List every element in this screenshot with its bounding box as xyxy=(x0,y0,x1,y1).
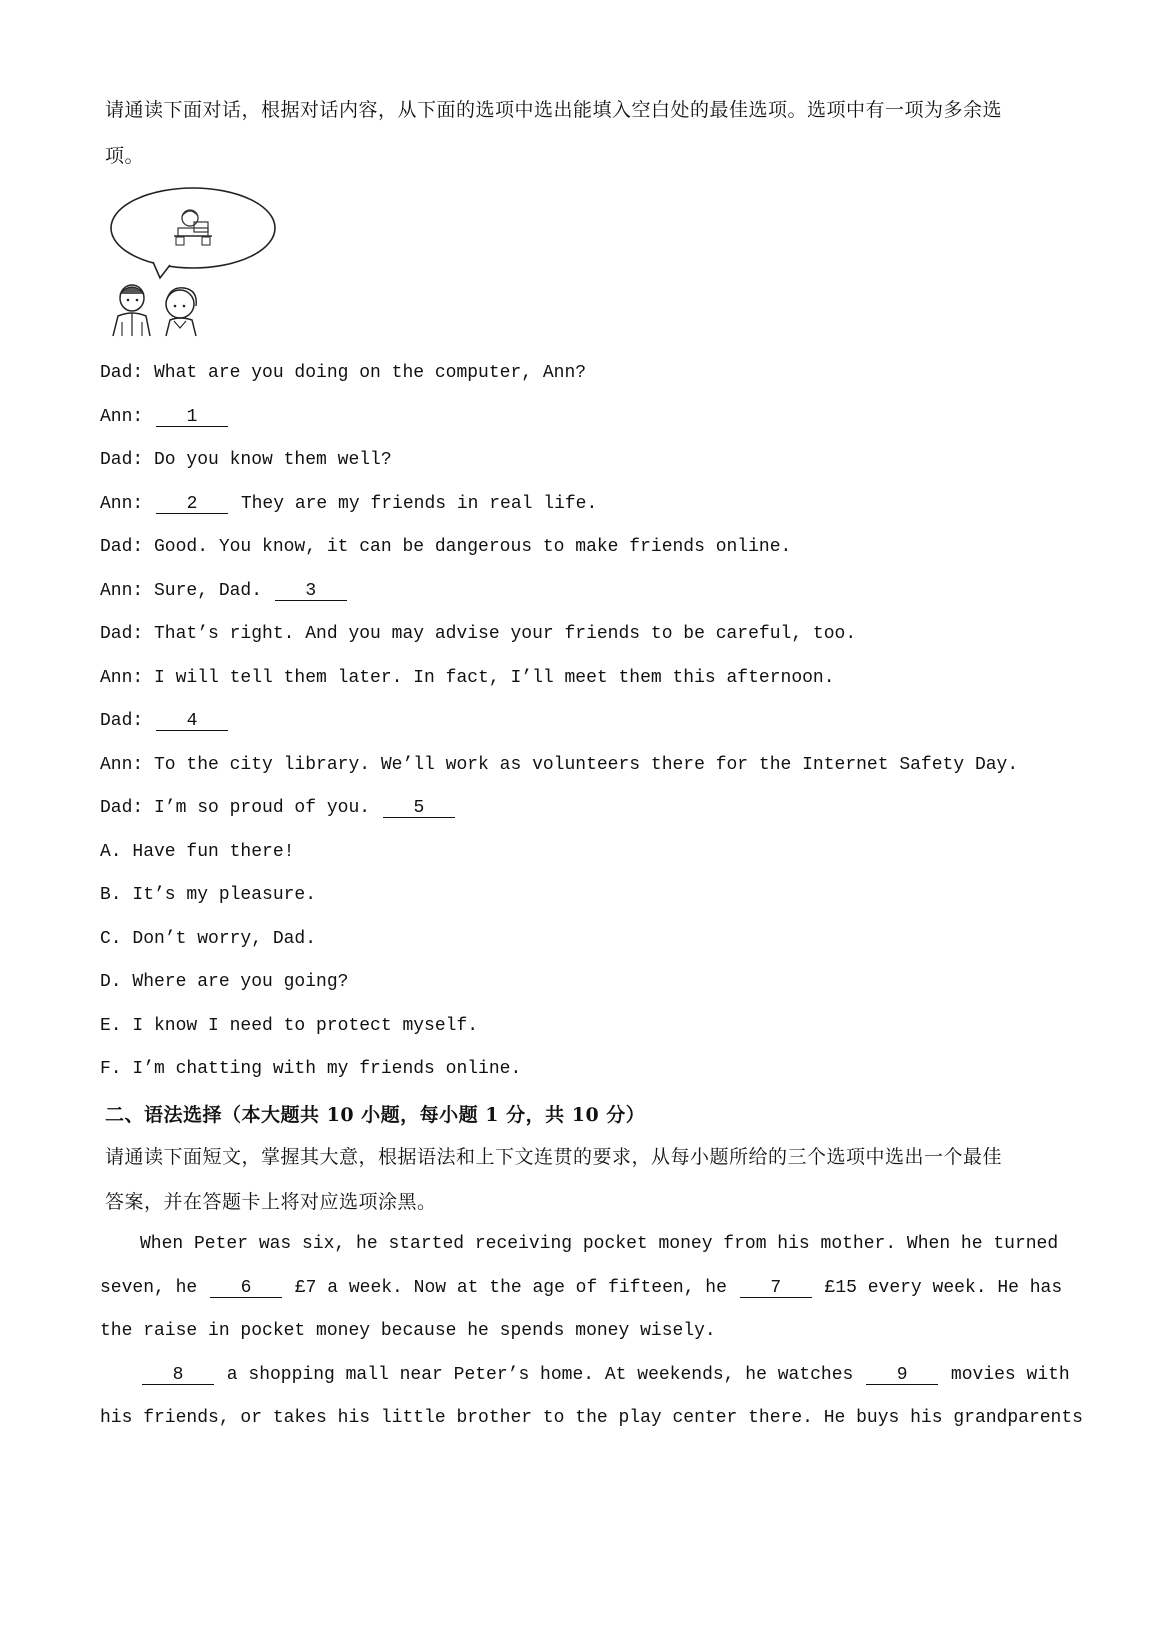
dialogue-line: Ann: To the city library. We’ll work as volunteers there for the Internet Safety Day. xyxy=(100,755,1019,775)
dialogue-line: Ann: 2 They are my friends in real life. xyxy=(100,494,598,514)
blank-7: 7 xyxy=(740,1279,812,1298)
passage-line: his friends, or takes his little brother to the play center there. He buys his grandparents xyxy=(100,1408,1083,1428)
dialogue-line: Dad: Good. You know, it can be dangerous to make friends online. xyxy=(100,537,792,557)
blank-9: 9 xyxy=(866,1366,938,1385)
section1-instruction-line2: 项。 xyxy=(105,145,145,167)
dialogue-line: Dad: That’s right. And you may advise your friends to be careful, too. xyxy=(100,624,857,644)
blank-3: 3 xyxy=(275,582,347,601)
dialogue-line: Ann: I will tell them later. In fact, I’ll meet them this afternoon. xyxy=(100,668,835,688)
blank-6: 6 xyxy=(210,1279,282,1298)
option-f: F. I’m chatting with my friends online. xyxy=(100,1059,522,1079)
section2-instruction-line1: 请通读下面短文，掌握其大意，根据语法和上下文连贯的要求，从每小题所给的三个选项中选出一个最佳 xyxy=(105,1146,1003,1168)
section2-instruction-line2: 答案，并在答题卡上将对应选项涂黑。 xyxy=(105,1191,437,1213)
dialogue-line: Dad: What are you doing on the computer, Ann? xyxy=(100,363,587,383)
option-a: A. Have fun there! xyxy=(100,842,295,862)
dialogue-illustration xyxy=(108,186,298,358)
blank-4: 4 xyxy=(156,712,228,731)
section1-instruction-line1: 请通读下面对话，根据对话内容，从下面的选项中选出能填入空白处的最佳选项。选项中有一项为多余选 xyxy=(105,99,1003,121)
dialogue-line: Dad: I’m so proud of you. 5 xyxy=(100,798,457,818)
passage-line: the raise in pocket money because he spends money wisely. xyxy=(100,1321,716,1341)
passage-line: seven, he 6 £7 a week. Now at the age of fifteen, he 7 £15 every week. He has xyxy=(100,1278,1063,1298)
dialogue-line: Ann: Sure, Dad. 3 xyxy=(100,581,349,601)
section2-heading: 二、语法选择（本大题共 10 小题，每小题 1 分，共 10 分） xyxy=(105,1104,646,1126)
option-e: E. I know I need to protect myself. xyxy=(100,1016,479,1036)
blank-1: 1 xyxy=(156,408,228,427)
blank-5: 5 xyxy=(383,799,455,818)
dialogue-line: Dad: 4 xyxy=(100,711,230,731)
dialogue-line: Ann: 1 xyxy=(100,407,230,427)
dialogue-line: Dad: Do you know them well? xyxy=(100,450,392,470)
option-c: C. Don’t worry, Dad. xyxy=(100,929,317,949)
blank-8: 8 xyxy=(142,1366,214,1385)
passage-line: 8 a shopping mall near Peter’s home. At weekends, he watches 9 movies with xyxy=(140,1365,1070,1385)
blank-2: 2 xyxy=(156,495,228,514)
passage-line: When Peter was six, he started receiving pocket money from his mother. When he turned xyxy=(140,1234,1059,1254)
option-d: D. Where are you going? xyxy=(100,972,349,992)
option-b: B. It’s my pleasure. xyxy=(100,885,317,905)
